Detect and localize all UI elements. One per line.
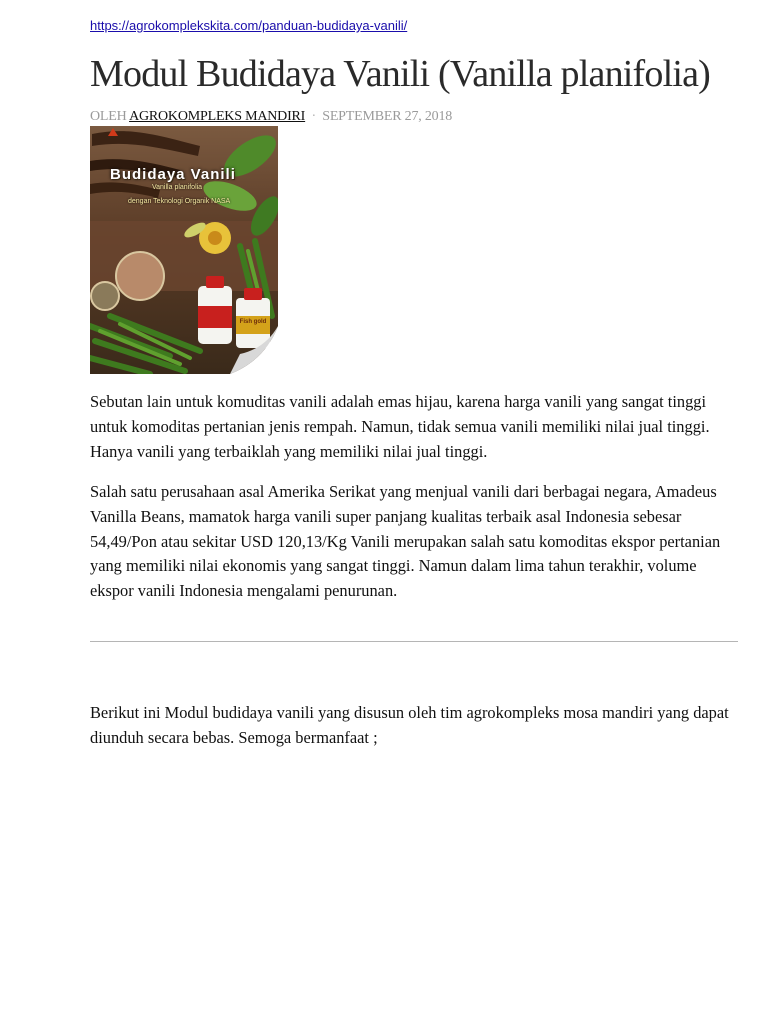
cover-heading: Budidaya Vanili [110,166,236,183]
paragraph-price: Salah satu perusahaan asal Amerika Serikat yang menjual vanili dari berbagai negara, Amadeus Vanilla Beans, mamatok harga vanili super panjang kualitas terbaik asal Indonesia sebesar 54,49/Pon atau sekitar USD 120,13/Kg Vanili merupakan salah satu komoditas ekspor pertanian yang memiliki nilai ekonomis yang sangat tinggi. Namun dalam lima tahun terakhir, volume ekspor vanili Indonesia mengalami penurunan. [90,482,721,601]
paragraph-download: Berikut ini Modul budidaya vanili yang disusun oleh tim agrokompleks mosa mandiri yang dapat diunduh secara bebas. Semoga bermanfaat ; [90,703,729,747]
byline [90,109,452,125]
byline-separator: · [311,109,316,124]
byline-prefix: OLEH [90,109,127,124]
author-link[interactable]: AGROKOMPLEKS MANDIRI [129,109,306,124]
bottle-label: Fish gold [239,319,267,325]
section-divider [90,641,738,642]
paragraph-intro: Sebutan lain untuk komuditas vanili adalah emas hijau, karena harga vanili yang sangat tinggi untuk komoditas pertanian jenis rempah. Namun, tidak semua vanili memiliki nilai jual tinggi. Hanya vanili yang terbaiklah yang memiliki nilai jual tinggi. [90,392,710,461]
cover-illustration [90,126,278,374]
cover-subheading: Vanilla planifolia [152,184,203,191]
cover-tagline: dengan Teknologi Organik NASA [128,198,231,205]
publish-date: SEPTEMBER 27, 2018 [322,109,453,124]
module-cover-image[interactable] [90,126,278,374]
page-title: Modul Budidaya Vanili (Vanilla planifolia) [90,53,711,95]
source-url-link[interactable]: https://agrokomplekskita.com/panduan-budidaya-vanili/ [90,18,408,33]
